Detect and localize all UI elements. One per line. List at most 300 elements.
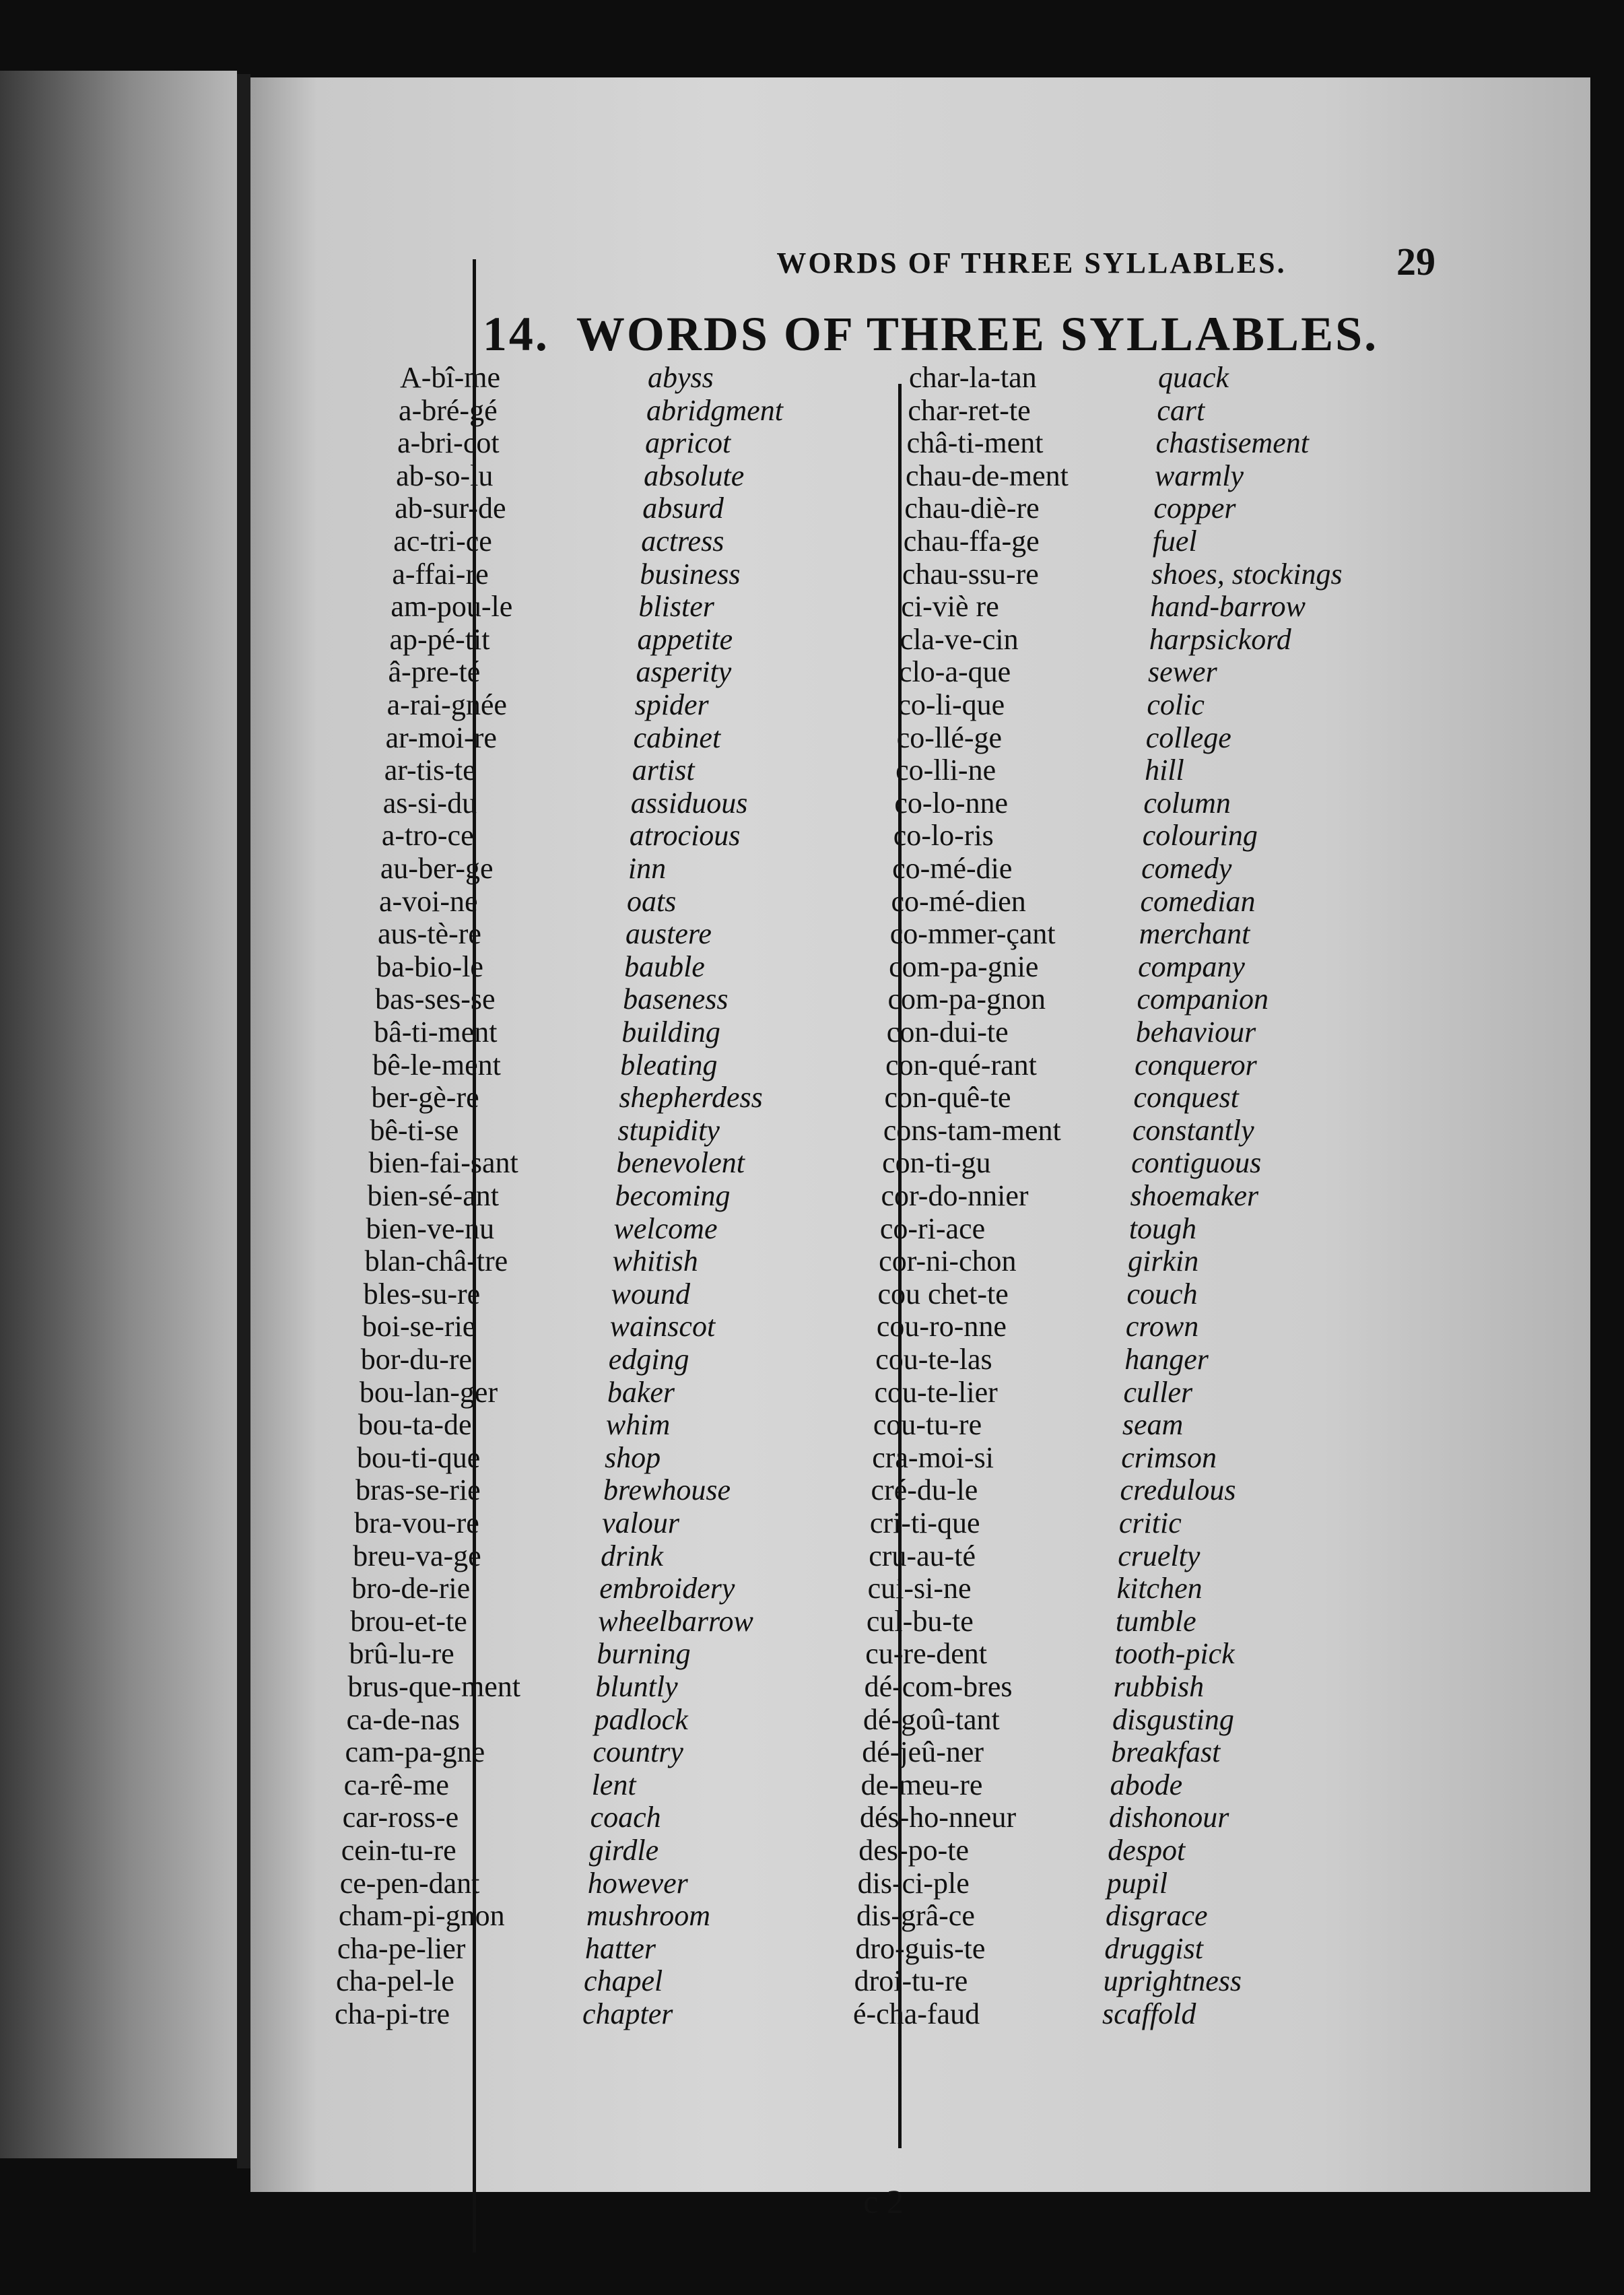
page [250, 77, 1590, 2220]
vocabulary-entry [872, 1440, 1217, 1473]
vocabulary-entry [395, 491, 724, 524]
french-word: bou-lan-ger [359, 1375, 498, 1409]
vocabulary-entry [376, 950, 705, 983]
vocabulary-entry [358, 1407, 670, 1440]
english-translation: lent [591, 1768, 636, 1801]
french-word: cam-pa-gne [345, 1735, 485, 1769]
french-word: cons-tam-ment [883, 1113, 1061, 1147]
vocabulary-entry [366, 1211, 718, 1244]
english-translation: brewhouse [603, 1473, 731, 1507]
english-translation: embroidery [599, 1572, 735, 1605]
french-word: au-ber-ge [380, 852, 494, 885]
vocabulary-entry [382, 818, 741, 851]
vocabulary-entry [894, 786, 1231, 819]
vocabulary-entry [340, 1866, 688, 1899]
english-translation: building [621, 1016, 720, 1049]
vocabulary-entry [875, 1342, 1209, 1375]
vocabulary-entry [869, 1539, 1200, 1572]
vocabulary-entry [858, 1833, 1185, 1866]
english-translation: crown [1125, 1310, 1199, 1343]
vocabulary-entry [887, 982, 1268, 1015]
vocabulary-entry [885, 1048, 1257, 1081]
english-translation: shoes, stockings [1151, 557, 1343, 591]
vocabulary-entry [378, 917, 712, 950]
french-word: co-lli-ne [895, 754, 996, 787]
vocabulary-entry [372, 1048, 717, 1081]
vocabulary-entry [890, 917, 1250, 950]
english-translation: scaffold [1102, 1997, 1196, 2030]
english-translation: chastisement [1155, 426, 1309, 460]
french-word: a-bré-gé [399, 393, 498, 427]
vocabulary-entry [383, 786, 748, 819]
french-word: boi-se-rie [362, 1310, 476, 1343]
vocabulary-entry [908, 393, 1205, 426]
vocabulary-entry [399, 393, 783, 426]
french-word: cré-du-le [871, 1473, 978, 1507]
vocabulary-entry [387, 688, 709, 721]
vocabulary-entry [902, 557, 1343, 590]
english-translation: kitchen [1116, 1572, 1203, 1605]
vocabulary-entry [873, 1407, 1183, 1440]
vocabulary-entry [855, 1931, 1203, 1964]
english-translation: disgusting [1112, 1702, 1234, 1736]
french-word: ba-bio-le [376, 950, 483, 983]
english-translation: girdle [588, 1834, 659, 1867]
section-heading [419, 306, 1442, 362]
english-translation: wainscot [609, 1310, 716, 1343]
french-word: bou-ta-de [358, 1408, 472, 1442]
french-word: ab-so-lu [396, 459, 494, 492]
english-translation: copper [1153, 492, 1236, 525]
english-translation: behaviour [1135, 1016, 1256, 1049]
french-word: ar-tis-te [384, 754, 476, 787]
vocabulary-entry [365, 1244, 698, 1277]
french-word: dis-grâ-ce [856, 1899, 975, 1933]
english-translation: abode [1110, 1768, 1183, 1801]
vocabulary-entry [371, 1080, 762, 1113]
english-translation: blister [638, 590, 714, 624]
vocabulary-entry [878, 1277, 1198, 1310]
vocabulary-entry [392, 557, 740, 590]
english-translation: couch [1126, 1277, 1198, 1310]
english-translation: colouring [1142, 819, 1258, 853]
english-translation: mushroom [586, 1899, 710, 1933]
vocabulary-entry [380, 851, 666, 884]
vocabulary-entry [871, 1473, 1236, 1506]
french-word: ca-rê-me [343, 1768, 449, 1801]
vocabulary-entry [861, 1768, 1183, 1801]
vocabulary-entry [879, 1244, 1198, 1277]
french-word: ar-moi-re [385, 721, 497, 754]
english-translation: comedy [1141, 852, 1232, 885]
french-word: blan-châ-tre [364, 1244, 508, 1278]
vocabulary-entry [875, 1375, 1193, 1408]
french-word: dé-goû-tant [862, 1702, 1000, 1736]
french-word: A-bî-me [400, 361, 501, 394]
english-translation: abridgment [646, 393, 783, 427]
french-word: am-pou-le [391, 590, 513, 624]
vocabulary-entry [891, 884, 1255, 917]
english-translation: wheelbarrow [598, 1604, 753, 1638]
french-word: brû-lu-re [349, 1637, 454, 1671]
section-title: WORDS OF THREE SYLLABLES. [576, 307, 1379, 361]
vocabulary-entry [889, 950, 1245, 983]
french-word: droi-tu-re [854, 1964, 968, 1998]
english-translation: breakfast [1111, 1735, 1221, 1769]
french-word: cui-si-ne [867, 1572, 972, 1605]
english-translation: fuel [1152, 525, 1197, 558]
english-translation: austere [625, 917, 712, 951]
vocabulary-entry [906, 459, 1244, 492]
french-word: dé-jeû-ner [862, 1735, 984, 1769]
english-translation: druggist [1104, 1931, 1204, 1965]
french-word: cha-pi-tre [335, 1997, 450, 2030]
vocabulary-entry [904, 524, 1197, 557]
english-translation: column [1143, 786, 1231, 820]
english-translation: chapel [583, 1964, 663, 1998]
french-word: co-lo-ris [893, 819, 994, 853]
english-translation: business [640, 557, 741, 591]
vocabulary-entry [895, 753, 1184, 786]
page-number: 29 [1396, 240, 1435, 284]
french-word: co-ri-ace [879, 1211, 986, 1245]
french-word: chau-diè-re [904, 492, 1040, 525]
running-head: WORDS OF THREE SYLLABLES. [776, 246, 1287, 279]
vocabulary-entry [868, 1571, 1203, 1604]
french-word: cein-tu-re [341, 1834, 456, 1867]
vocabulary-entry [389, 622, 733, 655]
french-word: ca-de-nas [346, 1702, 460, 1736]
english-translation: despot [1108, 1834, 1186, 1867]
english-translation: edging [608, 1343, 689, 1376]
vocabulary-entry [386, 721, 721, 754]
french-word: co-lo-nne [894, 786, 1008, 820]
french-word: co-mé-dien [891, 884, 1026, 918]
vocabulary-entry [877, 1309, 1198, 1342]
vocabulary-entry [356, 1473, 731, 1506]
vocabulary-entry [351, 1571, 735, 1604]
vocabulary-entry [858, 1866, 1168, 1899]
english-translation: conqueror [1135, 1048, 1257, 1082]
english-translation: welcome [613, 1211, 718, 1245]
english-translation: asperity [636, 655, 732, 689]
french-word: cha-pe-lier [337, 1931, 466, 1965]
french-word: cham-pi-gnon [338, 1899, 505, 1933]
english-translation: merchant [1139, 917, 1250, 951]
english-translation: credulous [1120, 1473, 1236, 1507]
english-translation: inn [628, 852, 667, 885]
vocabulary-entry [898, 688, 1205, 721]
french-word: cou-te-lier [874, 1375, 998, 1409]
english-translation: shepherdess [619, 1081, 763, 1115]
vocabulary-entry [336, 1964, 663, 1997]
french-word: ci-viè re [901, 590, 999, 624]
english-translation: contiguous [1131, 1146, 1262, 1180]
english-translation: country [593, 1735, 683, 1769]
vocabulary-entry [865, 1636, 1234, 1669]
french-word: cha-pel-le [335, 1964, 454, 1998]
english-translation: appetite [637, 622, 733, 656]
english-translation: stupidity [617, 1113, 720, 1147]
french-word: com-pa-gnie [889, 950, 1039, 983]
french-word: as-si-du [382, 786, 477, 820]
french-word: char-la-tan [909, 361, 1037, 394]
english-translation: tumble [1115, 1604, 1196, 1638]
vocabulary-entry [899, 655, 1217, 688]
english-translation: disgrace [1105, 1899, 1208, 1933]
english-translation: dishonour [1108, 1801, 1229, 1834]
vocabulary-entry [354, 1506, 679, 1539]
vocabulary-entry [862, 1735, 1220, 1768]
french-word: â-pre-té [388, 655, 481, 689]
english-translation: atrocious [629, 819, 741, 853]
vocabulary-entry [357, 1440, 661, 1473]
vocabulary-entry [345, 1735, 683, 1768]
english-translation: harpsickord [1149, 622, 1291, 656]
vocabulary-entry [867, 1604, 1196, 1637]
french-word: bou-ti-que [356, 1440, 481, 1474]
english-translation: colic [1147, 688, 1205, 721]
vocabulary-entry [881, 1178, 1259, 1211]
english-translation: rubbish [1113, 1670, 1205, 1703]
english-translation: drink [601, 1539, 664, 1572]
english-translation: bauble [624, 950, 705, 983]
english-translation: however [587, 1866, 688, 1900]
french-word: des-po-te [858, 1834, 970, 1867]
english-translation: cruelty [1118, 1539, 1200, 1572]
english-translation: culler [1123, 1375, 1193, 1409]
french-word: châ-ti-ment [906, 426, 1044, 460]
french-word: char-ret-te [908, 393, 1031, 427]
english-translation: college [1145, 721, 1231, 754]
french-word: cou-ro-nne [876, 1310, 1007, 1343]
french-word: aus-tè-re [378, 917, 481, 951]
english-translation: pupil [1106, 1866, 1168, 1900]
english-translation: chapter [582, 1997, 673, 2030]
english-translation: comedian [1140, 884, 1256, 918]
english-translation: hand-barrow [1150, 590, 1306, 624]
french-word: cla-ve-cin [900, 622, 1019, 656]
english-translation: tooth-pick [1114, 1637, 1235, 1671]
signature-mark: c 2 [863, 2183, 904, 2220]
french-word: co-mmer-çant [889, 917, 1056, 951]
vocabulary-entry [880, 1211, 1196, 1244]
french-word: é-cha-faud [853, 1997, 980, 2030]
french-word: de-meu-re [860, 1768, 983, 1801]
french-word: cou-te-las [875, 1343, 992, 1376]
english-translation: becoming [615, 1179, 731, 1212]
vocabulary-entry [907, 426, 1309, 459]
french-word: ab-sur-de [395, 492, 506, 525]
french-word: bê-le-ment [372, 1048, 501, 1082]
vocabulary-entry [883, 1113, 1254, 1146]
vocabulary-entry [368, 1178, 731, 1211]
french-word: breu-va-ge [353, 1539, 481, 1572]
vocabulary-entry [897, 721, 1231, 754]
vocabulary-entry [341, 1833, 658, 1866]
english-translation: conquest [1133, 1081, 1239, 1115]
vocabulary-entry [887, 1015, 1256, 1048]
english-translation: shop [604, 1440, 661, 1474]
vocabulary-entry [339, 1898, 710, 1931]
vocabulary-entry [346, 1702, 687, 1735]
vocabulary-entry [400, 360, 714, 393]
french-word: brou-et-te [350, 1604, 467, 1638]
french-word: cor-do-nnier [881, 1179, 1029, 1212]
french-word: com-pa-gnon [887, 983, 1046, 1016]
french-word: chau-ssu-re [902, 557, 1039, 591]
vocabulary-entry [374, 1015, 720, 1048]
english-translation: baseness [623, 983, 729, 1016]
facing-page-left [0, 71, 237, 2158]
english-translation: critic [1118, 1506, 1182, 1539]
french-word: co-llé-ge [896, 721, 1003, 754]
french-word: ber-gè-re [371, 1081, 479, 1115]
vocabulary-entry [865, 1669, 1204, 1702]
vocabulary-entry [350, 1604, 753, 1637]
vocabulary-entry [361, 1342, 689, 1375]
english-translation: shoemaker [1130, 1179, 1259, 1212]
vocabulary-entry [349, 1636, 690, 1669]
french-word: con-quê-te [884, 1081, 1011, 1115]
english-translation: actress [641, 525, 724, 558]
english-translation: oats [626, 884, 677, 918]
english-translation: cart [1157, 393, 1205, 427]
english-translation: seam [1122, 1408, 1184, 1442]
english-translation: wound [611, 1277, 691, 1310]
french-word: cu-re-dent [865, 1637, 988, 1671]
french-word: cou chet-te [877, 1277, 1009, 1310]
vocabulary-entry [882, 1145, 1261, 1178]
french-word: cou-tu-re [873, 1408, 982, 1442]
english-translation: abyss [648, 361, 714, 394]
french-word: dis-ci-ple [857, 1866, 970, 1900]
vocabulary-entry [343, 1800, 661, 1833]
vocabulary-entry [856, 1898, 1208, 1931]
french-word: cul-bu-te [866, 1604, 974, 1638]
french-word: con-qué-rant [885, 1048, 1037, 1082]
vocabulary-entry [870, 1506, 1182, 1539]
english-translation: baker [607, 1375, 675, 1409]
vocabulary-entry [337, 1931, 656, 1964]
english-translation: tough [1128, 1211, 1197, 1245]
french-word: con-dui-te [886, 1016, 1009, 1049]
english-translation: absolute [644, 459, 745, 492]
english-translation: company [1138, 950, 1245, 983]
english-translation: valour [602, 1506, 679, 1539]
french-word: dé-com-bres [864, 1670, 1013, 1703]
french-word: cor-ni-chon [879, 1244, 1017, 1278]
english-translation: quack [1158, 361, 1229, 394]
french-word: ap-pé-tit [389, 622, 490, 656]
vocabulary-entry [860, 1800, 1229, 1833]
vocabulary-entry [909, 360, 1229, 393]
english-translation: apricot [645, 426, 731, 460]
french-word: con-ti-gu [882, 1146, 991, 1180]
vocabulary-entry [853, 1997, 1196, 2030]
vocabulary-entry [360, 1375, 675, 1408]
english-translation: uprightness [1103, 1964, 1242, 1998]
french-word: bien-sé-ant [367, 1179, 499, 1212]
vocabulary-entry [388, 655, 732, 688]
english-translation: crimson [1121, 1440, 1217, 1474]
vocabulary-entry [364, 1277, 690, 1310]
english-translation: hanger [1124, 1343, 1209, 1376]
french-word: a-rai-gnée [386, 688, 507, 721]
vocabulary-entry [384, 753, 695, 786]
english-translation: assiduous [630, 786, 748, 820]
vocabulary-entry [347, 1669, 677, 1702]
french-word: bien-fai-sant [368, 1146, 518, 1180]
english-translation: warmly [1155, 459, 1244, 492]
french-word: brus-que-ment [347, 1670, 520, 1703]
french-word: chau-ffa-ge [903, 525, 1040, 558]
french-word: cra-moi-si [872, 1440, 994, 1474]
vocabulary-entry [368, 1145, 745, 1178]
vocabulary-entry [393, 524, 724, 557]
english-translation: burning [597, 1637, 691, 1671]
french-word: bê-ti-se [370, 1113, 459, 1147]
vocabulary-entry [375, 982, 728, 1015]
vocabulary-entry [379, 884, 676, 917]
vocabulary-entry [884, 1080, 1238, 1113]
french-word: a-bri-cot [397, 426, 500, 460]
english-translation: sewer [1148, 655, 1217, 689]
english-translation: absurd [642, 492, 724, 525]
vocabulary-entry [370, 1113, 720, 1146]
french-word: a-ffai-re [392, 557, 489, 591]
vocabulary-entry [892, 851, 1231, 884]
french-word: dro-guis-te [855, 1931, 986, 1965]
english-translation: companion [1137, 983, 1268, 1016]
english-translation: bleating [620, 1048, 718, 1082]
french-word: bra-vou-re [354, 1506, 479, 1539]
book-gutter [237, 74, 250, 2168]
vocabulary-entry [904, 491, 1236, 524]
french-word: bro-de-rie [351, 1572, 471, 1605]
french-word: a-tro-ce [381, 819, 474, 853]
french-word: bien-ve-nu [366, 1211, 495, 1245]
french-word: clo-a-que [899, 655, 1011, 689]
french-word: chau-de-ment [906, 459, 1069, 492]
vocabulary-entry [353, 1539, 663, 1572]
vocabulary-entry [335, 1997, 673, 2030]
french-word: cru-au-té [869, 1539, 976, 1572]
vocabulary-entry [893, 818, 1258, 851]
english-translation: whim [605, 1408, 671, 1442]
french-word: bâ-ti-ment [374, 1016, 498, 1049]
vocabulary-entry [397, 426, 731, 459]
vocabulary-entry [362, 1309, 715, 1342]
french-word: cri-ti-que [869, 1506, 980, 1539]
french-word: bras-se-rie [356, 1473, 481, 1507]
english-translation: padlock [594, 1702, 688, 1736]
french-word: ac-tri-ce [393, 525, 492, 558]
english-translation: coach [590, 1801, 661, 1834]
english-translation: hill [1145, 754, 1184, 787]
english-translation: benevolent [616, 1146, 745, 1180]
french-word: bas-ses-se [375, 983, 496, 1016]
vocabulary-entry [854, 1964, 1242, 1997]
french-word: bor-du-re [360, 1343, 473, 1376]
vocabulary-entry [863, 1702, 1234, 1735]
french-word: dés-ho-nneur [859, 1801, 1017, 1834]
french-word: bles-su-re [363, 1277, 481, 1310]
english-translation: artist [632, 754, 695, 787]
english-translation: bluntly [595, 1670, 678, 1703]
section-number: 14. [482, 307, 549, 361]
english-translation: cabinet [633, 721, 721, 754]
